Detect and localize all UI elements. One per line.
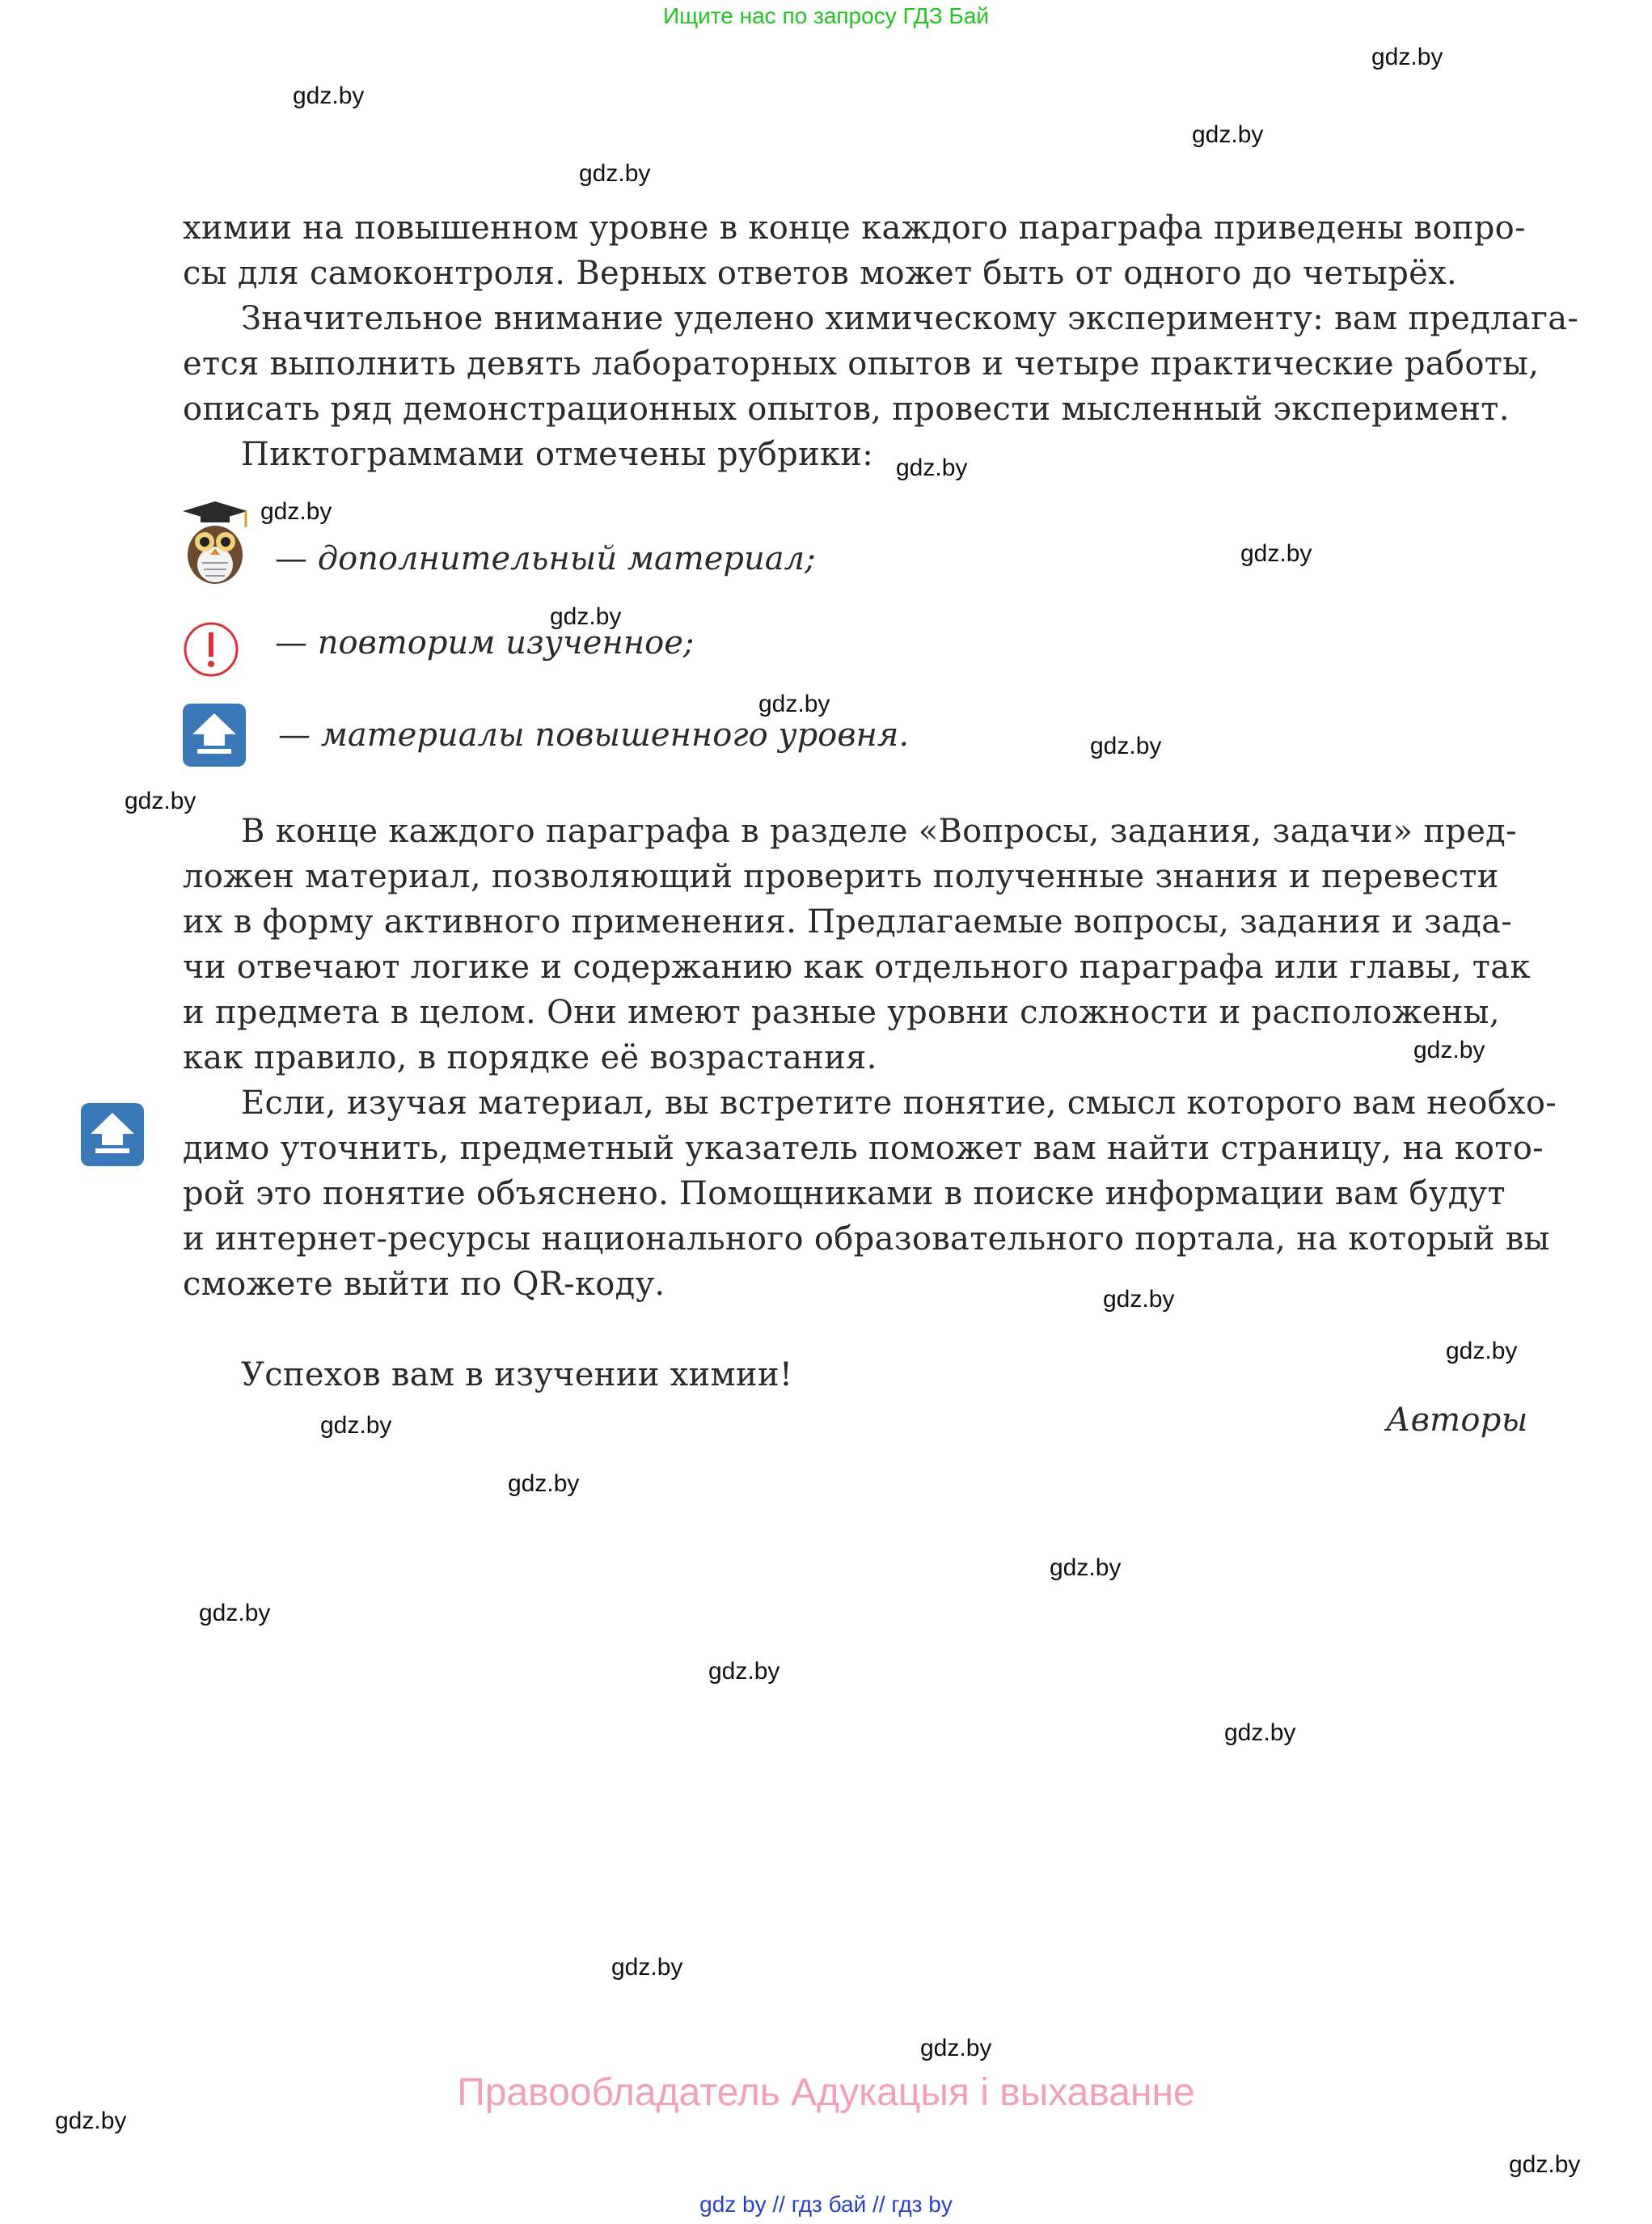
text-line: чи отвечают логике и содержанию как отдельного параграфа или главы, так xyxy=(183,949,1531,986)
text-line: их в форму активного применения. Предлагаемые вопросы, задания и зада- xyxy=(183,903,1513,941)
text-line: Пиктограммами отмечены рубрики: xyxy=(241,436,873,473)
text-line: Значительное внимание уделено химическому эксперименту: вам предлага- xyxy=(241,300,1579,337)
watermark: gdz.by xyxy=(920,2035,992,2061)
text-line: ложен материал, позволяющий проверить полученные знания и перевести xyxy=(183,858,1499,895)
legend-label-repeat: — повторим изученное; xyxy=(275,624,695,662)
paragraph-5 xyxy=(183,1080,1557,1307)
text-line: и интернет-ресурсы национального образовательного портала, на который вы xyxy=(183,1220,1550,1258)
watermark: gdz.by xyxy=(125,788,196,814)
watermark: gdz.by xyxy=(293,82,365,109)
watermark: gdz.by xyxy=(1224,1719,1296,1746)
paragraph-3 xyxy=(241,432,873,477)
text-line: как правило, в порядке её возрастания. xyxy=(183,1039,877,1076)
watermark: gdz.by xyxy=(55,2108,127,2134)
text-line: димо уточнить, предметный указатель поможет вам найти страницу, на кото- xyxy=(183,1130,1544,1167)
watermark: gdz.by xyxy=(1413,1037,1485,1063)
paragraph-1 xyxy=(183,205,1526,296)
watermark: gdz.by xyxy=(260,498,332,525)
owl-icon xyxy=(181,500,249,586)
paragraph-4 xyxy=(183,809,1531,1080)
text-line: ется выполнить девять лабораторных опытов и четыре практические работы, xyxy=(183,345,1540,383)
watermark: gdz.by xyxy=(508,1470,580,1497)
text-line: сы для самоконтроля. Верных ответов может быть от одного до четырёх. xyxy=(183,255,1457,292)
watermark: gdz.by xyxy=(1371,44,1443,70)
up-arrow-icon xyxy=(183,704,246,767)
text-line: Если, изучая материал, вы встретите понятие, смысл которого вам необхо- xyxy=(241,1085,1557,1122)
signature: Авторы xyxy=(1386,1402,1528,1439)
text-line: химии на повышенном уровне в конце каждого параграфа приведены вопро- xyxy=(183,209,1526,247)
legend-label-additional: — дополнительный материал; xyxy=(275,540,816,577)
watermark: gdz.by xyxy=(199,1600,271,1626)
copyright-notice: Правообладатель Адукацыя і выхаванне xyxy=(457,2071,1195,2114)
watermark: gdz.by xyxy=(1090,733,1162,759)
watermark: gdz.by xyxy=(550,603,622,630)
up-arrow-icon xyxy=(81,1103,144,1166)
watermark: gdz.by xyxy=(758,691,830,717)
watermark: gdz.by xyxy=(1240,540,1312,567)
legend-label-advanced: — материалы повышенного уровня. xyxy=(278,717,910,754)
watermark: gdz.by xyxy=(896,455,968,481)
search-banner[interactable]: Ищите нас по запросу ГДЗ Бай xyxy=(662,3,990,28)
footer-links[interactable]: gdz by // гдз бай // гдз by xyxy=(699,2192,953,2217)
text-line: и предмета в целом. Они имеют разные уровни сложности и расположены, xyxy=(183,994,1500,1031)
watermark: gdz.by xyxy=(708,1658,780,1685)
paragraph-2 xyxy=(183,296,1578,432)
watermark: gdz.by xyxy=(1509,2151,1581,2178)
watermark: gdz.by xyxy=(1103,1286,1175,1313)
watermark: gdz.by xyxy=(320,1412,392,1439)
watermark: gdz.by xyxy=(611,1954,683,1981)
text-line: сможете выйти по QR-коду. xyxy=(183,1266,665,1303)
closing-wish: Успехов вам в изучении химии! xyxy=(241,1356,793,1393)
watermark: gdz.by xyxy=(1446,1338,1518,1364)
watermark: gdz.by xyxy=(1192,121,1264,148)
text-line: рой это понятие объяснено. Помощниками в поиске информации вам будут xyxy=(183,1175,1506,1212)
text-line: описать ряд демонстрационных опытов, провести мысленный эксперимент. xyxy=(183,391,1510,428)
watermark: gdz.by xyxy=(1050,1554,1122,1581)
watermark: gdz.by xyxy=(579,160,651,187)
text-line: В конце каждого параграфа в разделе «Вопросы, задания, задачи» пред- xyxy=(241,813,1517,850)
exclamation-icon xyxy=(183,621,239,678)
